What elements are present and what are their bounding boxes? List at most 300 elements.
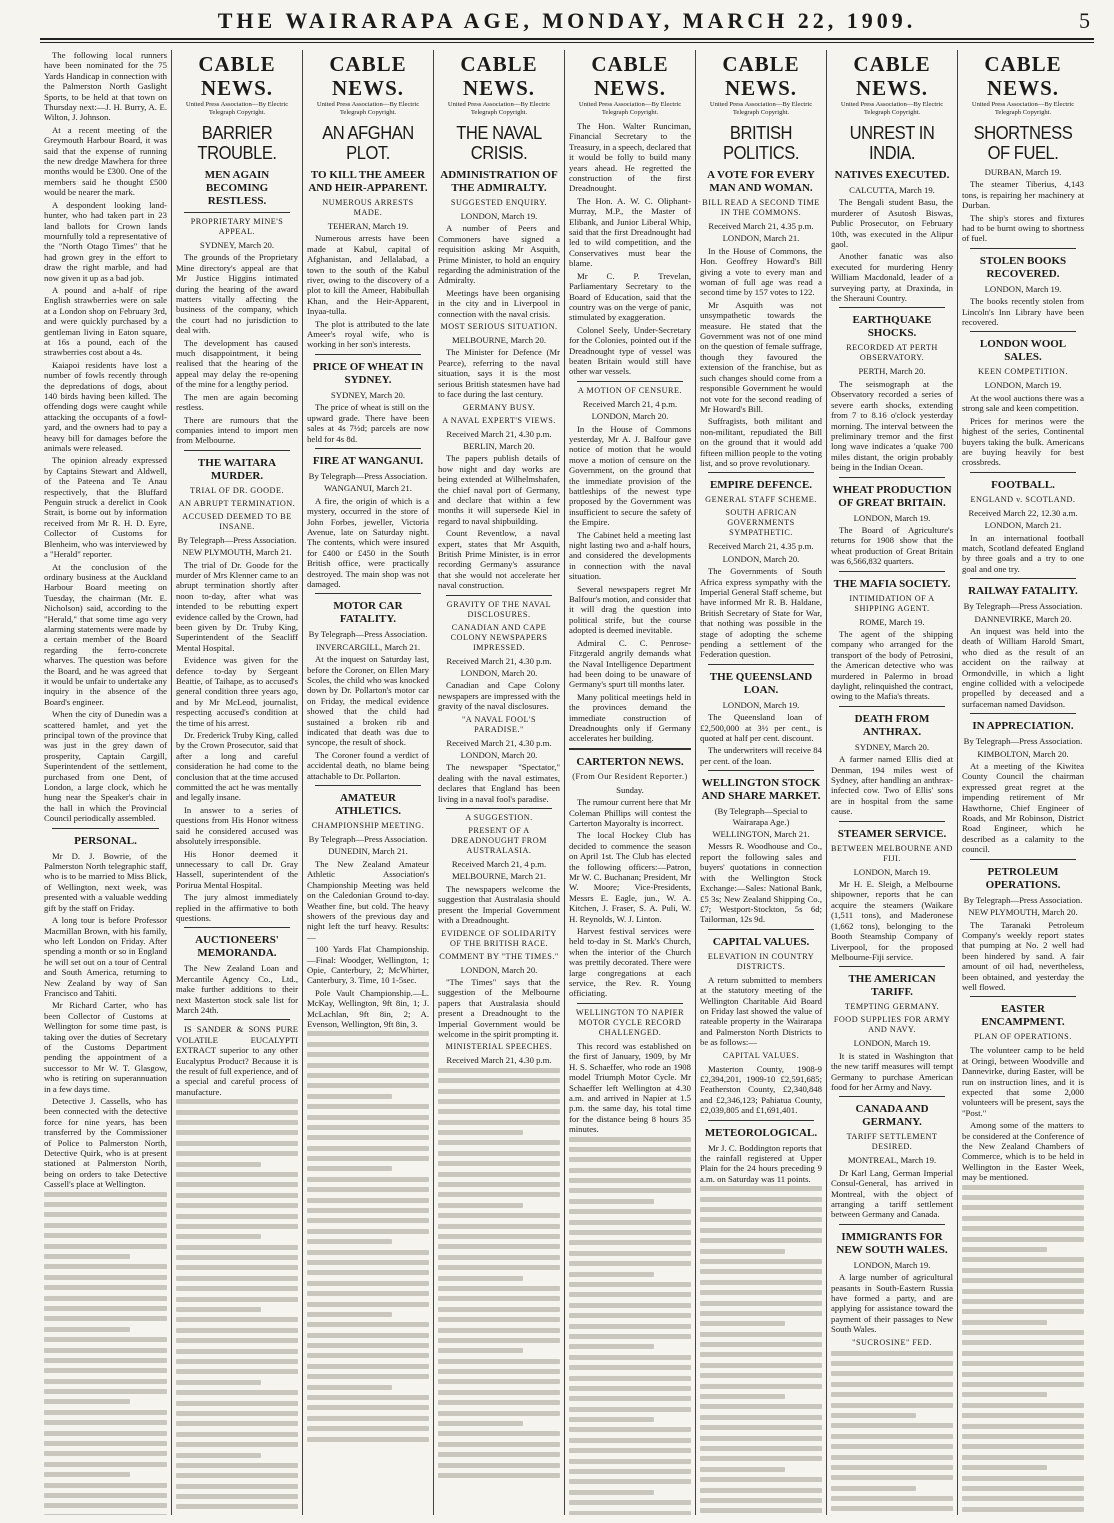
text-line [176, 1130, 298, 1135]
text-line [307, 1260, 429, 1265]
article-paragraph: The books recently stolen from Lincoln's Inn Library have been recovered. [962, 296, 1084, 328]
text-line [831, 1423, 953, 1428]
text-line [438, 1255, 560, 1260]
text-line [569, 1220, 691, 1225]
column-divider-rule [577, 1003, 683, 1004]
article-paragraph: It is stated in Washington that the new tariff measures will tempt Germany to purchase American food for her Army and Navy. [831, 1050, 953, 1092]
text-line [569, 1365, 691, 1370]
article-paragraph: A large number of agricultural peasants in South-Eastern Russia have formed a party, and are applying for assistance toward the payment of their passages to New South Wales. [831, 1272, 953, 1335]
dateline: BERLIN, March 20. [463, 440, 535, 451]
column-divider-rule [184, 927, 290, 928]
text-line [569, 1251, 691, 1256]
subheadline: AN ABRUPT TERMINATION. [178, 498, 296, 508]
article-paragraph: Messrs R. Woodhouse and Co., report the following sales and buyers' quotations in connection with the Wellington Stock Exchange:—Sales: National Bank, £5 3s; New Zealand Shipping Co., £7; Westport-Stockton, 5s 6d; Tailorman, 12s 9d. [700, 841, 822, 925]
article-paragraph: This record was established on the first of January, 1909, by Mr H. S. Schaeffer, who rode an 1908 model Triumph Motor Cycle. Mr Schaeffer left Wellington at 4.30 a.m. and arrived in Napier at 1.5 p.m. the same day, his total time for the distance being 8 hours 35 minutes. [569, 1040, 691, 1135]
text-line [176, 1193, 298, 1198]
headline: CANADA AND GERMANY. [855, 1103, 929, 1129]
text-line [700, 1186, 822, 1191]
headline-main: UNREST IN INDIA. [849, 123, 935, 163]
article-paragraph: The Hon. A. W. C. Oliphant-Murray, M.P., the Master of Elibank, and Junior Liberal Whip, said that the first Dreadnought had led to wild competition, and the Conservatives must bear the blame. [569, 195, 691, 269]
illegible-text-lines [176, 1099, 298, 1509]
text-line [700, 1207, 822, 1212]
text-line [438, 1161, 560, 1166]
article-paragraph: Meetings have been organising in the city and in Liverpool in connection with the naval crisis. [438, 287, 560, 319]
text-line [569, 1313, 691, 1318]
dateline: LONDON, March 19. [722, 699, 800, 710]
text-line [307, 1353, 429, 1358]
headline: STEAMER SERVICE. [837, 827, 947, 840]
subheadline: PRESENT OF A DREADNOUGHT FROM AUSTRALASIA. [451, 826, 547, 856]
text-line [962, 1361, 1084, 1366]
text-line [307, 1052, 429, 1057]
text-line [438, 1224, 560, 1229]
text-line [962, 1320, 1047, 1325]
column-divider-rule [839, 477, 945, 478]
subheadline: A NAVAL EXPERT'S VIEWS. [442, 415, 556, 425]
article-paragraph: When the city of Dunedin was a scattered hamlet, and yet the principal town of the province that was just in the grey dawn of prosperity, Captain Cargill, Superintendent of the settlement, purchased from one Dent, of London, a large clock, which he hung near the Speaker's chair in the hall in which the Provincial Council periodically assembled. [44, 709, 167, 824]
dateline: NEW PLYMOUTH, March 21. [182, 547, 292, 558]
article-paragraph: The Board of Agriculture's returns for 1908 show that the wheat production of Great Britain was 6,566,832 quarters. [831, 524, 953, 567]
article-paragraph: Kaiapoi residents have lost a number of fowls recently through the depredations of dogs, about 140 birds having been killed. The offending dogs were caught while attacking the occupants of a fowl-yard, and the owners had to pay a heavy bill for damages before the animals were released. [44, 359, 167, 454]
column-divider-rule [184, 1019, 290, 1020]
text-line [831, 1371, 953, 1376]
text-line [176, 1484, 298, 1489]
article-paragraph: The following local runners have been nominated for the 75 Yards Handicap in connection with the Palmerston North Gaslight Sports, to be held at that town on Thursday next:—J. H. Burry, A. E. Wilton, J. Johnson. [44, 50, 167, 123]
article-paragraph: IS SANDER & SONS PURE VOLATILE EUCALYPTI EXTRACT superior to any other Eucalyptus Product? Because it is the result of full experience, and of a special and careful process of manufacture. [176, 1024, 298, 1097]
text-line [176, 1390, 298, 1395]
text-line [44, 1244, 167, 1249]
headline-main: BARRIER TROUBLE. [197, 123, 277, 163]
text-line [307, 1073, 429, 1078]
text-line [569, 1334, 691, 1339]
text-line [438, 1140, 560, 1145]
text-line [962, 1444, 1084, 1449]
headline-main: AN AFGHAN PLOT. [322, 123, 414, 163]
text-line [569, 1396, 691, 1401]
text-line [569, 1479, 691, 1484]
text-line [176, 1120, 298, 1125]
text-line [700, 1197, 822, 1202]
text-line [700, 1498, 822, 1503]
text-line [962, 1507, 1084, 1512]
text-line [438, 1452, 560, 1457]
dateline: Received March 21, 4.35 p.m. [708, 541, 814, 552]
headline: MEN AGAIN BECOMING RESTLESS. [204, 169, 270, 207]
text-line [44, 1462, 167, 1467]
headline: A VOTE FOR EVERY MAN AND WOMAN. [707, 169, 815, 194]
text-line [700, 1456, 822, 1461]
column-4 [433, 50, 564, 1515]
illegible-text-lines [307, 1031, 429, 1441]
dateline: DANNEVIRKE, March 20. [974, 613, 1072, 624]
column-7 [826, 50, 957, 1515]
column-divider-rule [839, 1096, 945, 1097]
text-line [831, 1444, 953, 1449]
text-line [307, 1218, 429, 1223]
text-line [438, 1338, 560, 1343]
text-line [438, 1182, 560, 1187]
headline: LONDON WOOL SALES. [979, 338, 1067, 364]
text-line [176, 1110, 298, 1115]
text-line [307, 1166, 392, 1171]
article-paragraph: Evidence was given for the defence to-day by Sergeant Beattie, of Taihape, as to accused's general condition three years ago, and by Mr McLeod, journalist, respecting accused's condition at the time of his arrest. [176, 655, 298, 728]
text-line [831, 1413, 916, 1418]
article-paragraph: His Honor deemed it unnecessary to call Dr. Gray Hassell, superintendent of the Porirua Mental Hospital. [176, 848, 298, 890]
headline: WHEAT PRODUCTION OF GREAT BRITAIN. [832, 483, 952, 509]
headline: IMMIGRANTS FOR NEW SOUTH WALES. [836, 1230, 948, 1256]
dateline: INVERCARGILL, March 21. [315, 641, 421, 652]
column-divider-rule [569, 748, 691, 750]
subheadline: FOOD SUPPLIES FOR ARMY AND NAVY. [833, 1015, 951, 1035]
text-line [176, 1245, 298, 1250]
column-divider-rule [970, 578, 1076, 579]
text-line [176, 1349, 298, 1354]
press-credit: United Press Association—By Electric Telegraph Copyright. [709, 101, 813, 116]
text-line [438, 1244, 560, 1249]
text-line [962, 1257, 1084, 1262]
column-divider-rule [839, 821, 945, 822]
text-line [962, 1278, 1084, 1283]
dateline: Received March 21, 4.35 p.m. [708, 221, 814, 231]
column-divider-rule [708, 770, 814, 771]
text-line [176, 1265, 298, 1270]
column-divider-rule [839, 706, 945, 707]
text-line [176, 1338, 298, 1343]
text-line [569, 1324, 691, 1329]
text-line [44, 1410, 167, 1415]
article-paragraph: A return submitted to members at the statutory meeting of the Wellington Charitable Aid Board on Friday last showed the value of rateable property in the Wairarapa and Palmerston North Districts to be as follows:— [700, 974, 822, 1048]
article-paragraph: Mr C. P. Trevelan, Parliamentary Secretary to the Board of Education, said that the country was on the verge of panic, stimulated by exaggeration. [569, 270, 691, 323]
section-heading-cable-news: CABLE NEWS. [591, 52, 669, 100]
text-line [962, 1392, 1047, 1397]
article-paragraph: The development has caused much disappointment, it being realised that the hearing of the appeal may delay the re-opening of the mine for a lengthy period. [176, 337, 298, 390]
article-paragraph: Several newspapers regret Mr Balfour's motion, and consider that it will drag the question into political strife, but the course adopted is deemed inevitable. [569, 583, 691, 636]
column-divider-rule [839, 1224, 945, 1225]
subheadline: ACCUSED DEEMED TO BE INSANE. [182, 511, 292, 531]
column-5 [564, 50, 695, 1515]
text-line [176, 1099, 298, 1104]
headline: RAILWAY FATALITY. [968, 585, 1078, 598]
subheadline: BILL READ A SECOND TIME IN THE COMMONS. [702, 198, 820, 217]
text-line [700, 1290, 822, 1295]
text-line [438, 1421, 523, 1426]
text-line [307, 1187, 429, 1192]
article-paragraph: The New Zealand Loan and Mercantile Agency Co., Ltd., make further additions to their next Masterton stock sale list for March 24th. [176, 963, 298, 1015]
text-line [962, 1340, 1084, 1345]
text-line [700, 1446, 822, 1451]
text-line [962, 1382, 1084, 1387]
article-paragraph: Count Reventlow, a naval expert, states that Mr Asquith, British Prime Minister, is in error recording Germany's assurance that she would not accelerate her naval construction. [438, 528, 560, 591]
text-line [700, 1384, 822, 1389]
dateline: Received March 22, 12.30 a.m. [968, 507, 1078, 518]
text-line [438, 1379, 560, 1384]
text-line [44, 1379, 167, 1384]
text-line [962, 1496, 1084, 1501]
article-paragraph: Colonel Seely, Under-Secretary for the Colonies, pointed out if the Dreadnought type of vessel was beaten Britain would still have other war vessels. [569, 324, 691, 377]
column-divider-rule [315, 354, 421, 355]
text-line [307, 1063, 429, 1068]
text-line [962, 1486, 1084, 1491]
illegible-text-lines [831, 1351, 953, 1515]
text-line [831, 1506, 953, 1511]
dateline: SYDNEY, March 20. [330, 389, 406, 400]
article-paragraph: The men are again becoming restless. [176, 391, 298, 413]
text-line [569, 1168, 691, 1173]
text-line [569, 1376, 691, 1381]
dateline: By Telegraph—Press Association. [308, 834, 428, 845]
article-paragraph: The papers publish details of how night and day works are being extended at Wilhelmshafen, the chief naval port of Germany, and declare that within a few months it will supersede Kiel in regard to naval shipbuilding. [438, 453, 560, 526]
text-line [176, 1141, 298, 1146]
text-line [962, 1237, 1084, 1242]
article-paragraph: The Queensland loan of £2,500,000 at 3½ per cent., is quoted at half per cent. discount. [700, 712, 822, 744]
text-line [438, 1442, 560, 1447]
article-paragraph: Prices for merinos were the highest of the series, Continental buyers taking the bulk. Americans are buying heavily for best crossbreds. [962, 415, 1084, 468]
subheadline: TEMPTING GERMANY. [844, 1002, 940, 1012]
text-line [307, 1302, 429, 1307]
column-divider-rule [315, 593, 421, 594]
text-line [438, 1276, 523, 1281]
column-1 [40, 50, 171, 1515]
text-line [700, 1394, 785, 1399]
text-line [44, 1431, 167, 1436]
text-line [962, 1434, 1084, 1439]
text-line [569, 1344, 654, 1349]
text-line [44, 1306, 167, 1311]
columns-container [40, 50, 1094, 1515]
subheadline: ELEVATION IN COUNTRY DISTRICTS. [707, 951, 815, 971]
headline: METEOROLOGICAL. [704, 1126, 818, 1139]
text-line [44, 1223, 167, 1228]
text-line [438, 1099, 560, 1104]
text-line [44, 1327, 130, 1332]
dateline: By Telegraph—Press Association. [177, 534, 297, 545]
dateline: LONDON, March 20. [460, 668, 538, 678]
text-line [962, 1226, 1084, 1231]
text-line [700, 1373, 822, 1378]
article-paragraph: A long tour is before Professor Macmillan Brown, with his family, who left London on Friday. After spending a month or so in England he will set out on a tour of Central and South America, returning to New Zealand by way of San Francisco and Tahiti. [44, 915, 167, 998]
article-paragraph: Numerous arrests have been made at Kabul, capital of Afghanistan, and Jellalabad, a town to the south of the Kabul river, owing to the discovery of a plot to kill the Ameer, Habibullah Khan, and the Heir-Apparent, Inyaa-tulla. [307, 233, 429, 317]
dateline: By Telegraph—Press Association. [963, 601, 1083, 612]
dateline: SYDNEY, March 20. [854, 741, 930, 752]
text-line [438, 1203, 523, 1208]
column-divider-rule [839, 571, 945, 572]
illegible-text-lines [44, 1192, 167, 1515]
headline: THE WAITARA MURDER. [197, 456, 277, 482]
text-line [176, 1504, 298, 1509]
article-paragraph: Dr Karl Lang, German Imperial Consul-General, has arrived in Montreal, with the object of arranging a tariff settlement between Germany and Canada. [831, 1167, 953, 1220]
subheadline: "SUCROSINE" FED. [852, 1337, 932, 1347]
article-paragraph: The plot is attributed to the late Ameer's royal wife, who is working in her son's interests. [307, 318, 429, 350]
column-divider-rule [970, 859, 1076, 860]
headline-main: SHORTNESS OF FUEL. [973, 123, 1073, 163]
subheadline: PROPRIETARY MINE'S APPEAL. [190, 217, 284, 236]
column-divider-rule [839, 966, 945, 967]
text-line [569, 1490, 654, 1495]
headline: THE QUEENSLAND LOAN. [709, 670, 813, 696]
column-divider-rule [970, 996, 1076, 997]
article-paragraph: In the House of Commons, the Hon. Geoffrey Howard's Bill giving a vote to every man and woman of full age was read a second time by 157 votes to 122. [700, 245, 822, 298]
text-line [438, 1089, 560, 1094]
subheadline: SOUTH AFRICAN GOVERNMENTS SYMPATHETIC. [725, 508, 797, 538]
text-line [962, 1195, 1084, 1200]
text-line [44, 1275, 167, 1280]
text-line [44, 1472, 130, 1477]
dateline: LONDON, March 19. [984, 380, 1062, 391]
text-line [438, 1172, 560, 1177]
text-line [569, 1303, 691, 1308]
text-line [831, 1486, 916, 1491]
dateline: MELBOURNE, March 21. [451, 871, 547, 882]
article-paragraph: Mr D. J. Bowrie, of the Palmerston North telegraphic staff, who is to be married to Miss Blick, of Wellington, next week, was presented with a valuable wedding gift by the staff on Friday. [44, 850, 167, 913]
text-line [569, 1188, 691, 1193]
dateline: SYDNEY, March 20. [199, 240, 275, 250]
text-line [569, 1438, 691, 1443]
headline: DEATH FROM ANTHRAX. [854, 712, 930, 738]
article-paragraph: At a meeting of the Kiwitea County Council the chairman expressed great regret at the impending retirement of Mr Hawthorne, Chief Engineer of Roads, and Mr Robinson, District Road Engineer, which he described as a calamity to the council. [962, 761, 1084, 855]
text-line [307, 1395, 429, 1400]
text-line [569, 1137, 691, 1142]
dateline: LONDON, March 20. [722, 553, 800, 564]
text-line [569, 1292, 691, 1297]
text-line [700, 1363, 822, 1368]
text-line [831, 1361, 953, 1366]
headline: NATIVES EXECUTED. [834, 169, 950, 181]
article-paragraph: Mr J. C. Boddington reports that the rainfall registered at Upper Plain for the 24 hours preceding 9 a.m. on Saturday was 11 points. [700, 1142, 822, 1184]
text-line [44, 1514, 167, 1515]
article-paragraph: The trial of Dr. Goode for the murder of Mrs Klenner came to an abrupt termination shortly after noon to-day, after what was intended to be rebutting expert evidence called by the Crown, had been given by Dr. Truby King, Superintendent of the Seacliff Mental Hospital. [176, 559, 298, 653]
article-paragraph: The agent of the shipping company who arranged for the transport of the body of Petrosini, the American detective who was murdered in Palermo in broad daylight, relinquished the contract, owing to the Mafia's threats. [831, 628, 953, 702]
text-line [831, 1455, 953, 1460]
text-line [831, 1475, 953, 1480]
text-line [44, 1451, 167, 1456]
article-paragraph: Mr Richard Carter, who has been Collector of Customs at Wellington for some time past, is taking over the duties of Secretary of the Customs Department pending the appointment of a successor to Mr W. T. Glasgow, who is retiring on superannuation in a few days time. [44, 1000, 167, 1094]
column-divider-rule [577, 381, 683, 382]
text-line [307, 1104, 429, 1109]
dateline: LONDON, March 21. [722, 233, 800, 244]
headline: WELLINGTON STOCK AND SHARE MARKET. [701, 777, 821, 803]
text-line [438, 1359, 560, 1364]
text-line [44, 1368, 167, 1373]
dateline: Received March 21, 4.30 p.m. [446, 655, 552, 666]
text-line [44, 1503, 167, 1508]
text-line [438, 1265, 560, 1270]
article-paragraph: Harvest festival services were held to-day in St. Mark's Church, when the interior of the Church was prettily decorated. There were large congregations at each service, the Rev. R. Young officiating. [569, 926, 691, 999]
dateline: WELLINGTON, March 21. [712, 829, 810, 840]
headline: THE AMERICAN TARIFF. [848, 973, 936, 999]
subheadline: CAPITAL VALUES. [722, 1050, 800, 1060]
subheadline: INTIMIDATION OF A SHIPPING AGENT. [849, 593, 935, 613]
article-paragraph: At the conclusion of the ordinary business at the Auckland Harbour Board meeting on Tuesday, the chairman (Mr. E. Nicholson) said, according to the "Herald," that some time ago very alarming statements were made by a certain member of the Board regarding the ferro-concrete wharves. The question was before the Board, and he was agreed that it would be unfair to undertake any inquiry in the absence of the Board's engineer. [44, 561, 167, 707]
text-line [438, 1317, 560, 1322]
subheadline: A MOTION OF CENSURE. [577, 385, 683, 395]
dateline: LONDON, March 19. [853, 1038, 931, 1049]
dateline: LONDON, March 20. [460, 750, 538, 761]
dateline: NEW PLYMOUTH, March 20. [968, 907, 1078, 918]
text-line [176, 1297, 298, 1302]
article-paragraph: The volunteer camp to be held at Oringi, between Woodville and Dannevirke, during Easter, will be run on instruction lines, and it is expected that some 2,000 volunteers will be present, says the "Post." [962, 1045, 1084, 1118]
dateline: (By Telegraph—Special to Wairarapa Age.) [714, 806, 808, 827]
article-paragraph: 100 Yards Flat Championship.—Final: Woodger, Wellington, 1; Opie, Canterbury, 2; McWhirter, Canterbury, 3. Time, 10 1-5sec. [307, 944, 429, 986]
text-line [438, 1120, 560, 1125]
text-line [700, 1467, 785, 1472]
text-line [44, 1389, 167, 1394]
section-heading-cable-news: CABLE NEWS. [198, 52, 276, 100]
subheadline: GENERAL STAFF SCHEME. [705, 495, 817, 505]
text-line [176, 1214, 298, 1219]
text-line [438, 1473, 560, 1478]
article-paragraph: The Cabinet held a meeting last night lasting two and a-half hours, and considered the developments in connection with the naval situation. [569, 529, 691, 582]
text-line [307, 1083, 429, 1088]
subheadline: EVIDENCE OF SOLIDARITY OF THE BRITISH RACE. [441, 928, 557, 948]
dateline: Sunday. [616, 784, 644, 795]
text-line [44, 1441, 167, 1446]
text-line [176, 1421, 298, 1426]
subheadline: SUGGESTED ENQUIRY. [450, 198, 548, 207]
dateline: LONDON, March 20. [591, 411, 669, 422]
dateline: LONDON, March 19. [853, 512, 931, 523]
text-line [962, 1205, 1084, 1210]
dateline: Received March 21, 4 p.m. [451, 859, 547, 870]
article-paragraph: The newspapers welcome the suggestion that Australasia should present the Imperial Government with a Dreadnought. [438, 883, 560, 926]
text-line [962, 1299, 1084, 1304]
article-paragraph: The local Hockey Club has decided to commence the season on April 1st. The Club has elected the following officers:—Patron, Mr W. C. Buchanan; President, Mr W. Moore; Vice-Presidents, Messrs E. Eagle, jun., W. A. Kitchen, J. Fraser, S. A. Puli, W. H. Reynolds, W. J. Linton. [569, 830, 691, 924]
article-paragraph: The underwriters will receive 84 per cent. of the loan. [700, 745, 822, 766]
column-divider-rule [315, 448, 421, 449]
press-credit: United Press Association—By Electric Telegraph Copyright. [971, 101, 1075, 116]
text-line [831, 1382, 953, 1387]
subheadline: NUMEROUS ARRESTS MADE. [322, 198, 414, 217]
text-line [44, 1202, 167, 1207]
article-paragraph: The grounds of the Proprietary Mine directory's appeal are that Mr Justice Higgins intimated during the hearing of the award matters vitally affecting the business of the company, which the court had no jurisdiction to deal with. [176, 252, 298, 336]
text-line [176, 1162, 261, 1167]
text-line [307, 1208, 429, 1213]
dateline: LONDON, March 19. [984, 283, 1062, 294]
article-paragraph: Among some of the matters to be considered at the Conference of the New Zealand Chambers of Commerce, which is to be held in Wellington in the Easter Week, may be mentioned. [962, 1120, 1084, 1183]
text-line [831, 1403, 953, 1408]
text-line [962, 1247, 1047, 1252]
text-line [44, 1285, 167, 1290]
subheadline: (From Our Resident Reporter.) [572, 771, 688, 781]
article-paragraph: "The Times" says that the suggestion of the Melbourne papers that Australasia should present a Dreadnought to the Imperial Government would be welcome in the spirit prompting it. [438, 976, 560, 1039]
subheadline: KEEN COMPETITION. [978, 367, 1068, 377]
dateline: PERTH, March 20. [858, 366, 926, 377]
text-line [176, 1432, 298, 1437]
text-line [831, 1465, 953, 1470]
text-line [831, 1392, 953, 1397]
column-divider-rule [184, 450, 290, 451]
article-paragraph: Mr H. E. Sleigh, a Melbourne shipowner, reports that he can acquire the steamers (Waikare (1,511 tons), and Maderonese (1,662 tons), belonging to the Booth Steamship Company of Liverpool, for the proposed Melbourne-Fiji service. [831, 879, 953, 962]
text-line [44, 1212, 167, 1217]
dateline: By Telegraph—Press Association. [308, 629, 428, 640]
column-divider-rule [970, 331, 1076, 332]
text-line [44, 1192, 167, 1197]
text-line [962, 1455, 1084, 1460]
text-line [176, 1453, 261, 1458]
dateline: DUNEDIN, March 21. [328, 846, 408, 857]
subheadline: MOST SERIOUS SITUATION. [440, 322, 558, 332]
text-line [569, 1459, 691, 1464]
section-heading-cable-news: CABLE NEWS. [722, 52, 800, 100]
text-line [176, 1182, 298, 1187]
masthead [40, 6, 1094, 40]
column-divider-rule [446, 808, 552, 809]
text-line [307, 1177, 429, 1182]
text-line [307, 1416, 429, 1421]
text-line [438, 1400, 560, 1405]
text-line [307, 1333, 429, 1338]
text-line [569, 1511, 691, 1515]
press-credit: United Press Association—By Electric Telegraph Copyright. [185, 101, 289, 116]
